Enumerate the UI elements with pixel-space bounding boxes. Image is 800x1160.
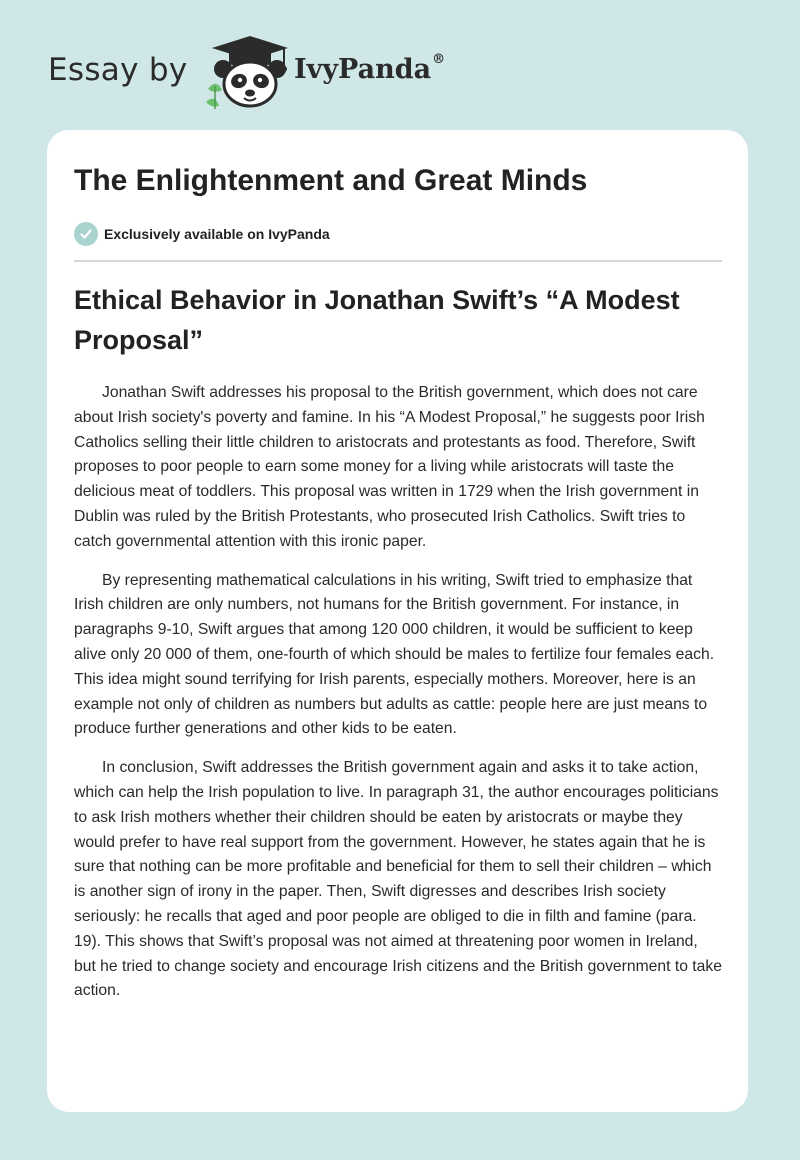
page-title: The Enlightenment and Great Minds	[74, 164, 588, 197]
exclusive-badge	[74, 222, 330, 246]
paragraph: By representing mathematical calculations in his writing, Swift tried to emphasize that Irish children are only numbers, not humans for the British government. For instance, in paragraphs 9-10, Swift argues that among 120 000 children, it would be sufficient to keep alive only 20 000 of them, one-fourth of which should be males to fertilize four females each. This idea might sound terrifying for Irish parents, especially mothers. Moreover, here is an example not only of children as numbers but adults as cattle: people here are just means to produce further generations and other kids to be eaten.	[74, 571, 715, 738]
site-header	[48, 30, 508, 110]
essay-subtitle: Ethical Behavior in Jonathan Swift’s “A Modest Proposal”	[74, 285, 680, 355]
essay-by-label: Essay by	[48, 52, 188, 88]
ivypanda-logo[interactable]	[202, 34, 292, 110]
brand-name[interactable]	[294, 54, 445, 85]
paragraph: In conclusion, Swift addresses the British government again and asks it to take action, which can help the Irish population to live. In paragraph 31, the author encourages politicians to ask Irish mothers whether their children should be eaten by aristocrats or maybe they would prefer to have real support from the government. However, he states again that he is sure that nothing can be more profitable and beneficial for them to sell their children – which is another sign of irony in the paper. Then, Swift digresses and describes Irish society seriously: he recalls that aged and poor people are obliged to die in filth and famine (para. 19). This shows that Swift’s proposal was not aimed at threatening poor women in Ireland, but he tried to change society and encourage Irish citizens and the British government to take action.	[74, 759, 722, 1000]
essay-card	[47, 130, 748, 1112]
paragraph: Jonathan Swift addresses his proposal to the British government, which does not care about Irish society's poverty and famine. In his “A Modest Proposal,” he suggests poor Irish Catholics selling their little children to aristocrats and protestants as food. Therefore, Swift proposes to poor people to earn some money for a living while aristocrats will taste the delicious meat of toddlers. This proposal was written in 1729 when the Irish government in Dublin was ruled by the British Protestants, who prosecuted Irish Catholics. Swift tries to catch governmental attention with this ironic paper.	[74, 384, 705, 550]
brand-name-text: IvyPanda	[294, 54, 432, 85]
essay-body	[74, 381, 722, 1018]
panda-graduate-icon	[202, 34, 292, 110]
divider	[74, 260, 722, 262]
check-circle-icon	[74, 222, 98, 246]
trademark-symbol: ®	[432, 52, 446, 67]
exclusive-badge-label: Exclusively available on IvyPanda	[104, 226, 330, 242]
